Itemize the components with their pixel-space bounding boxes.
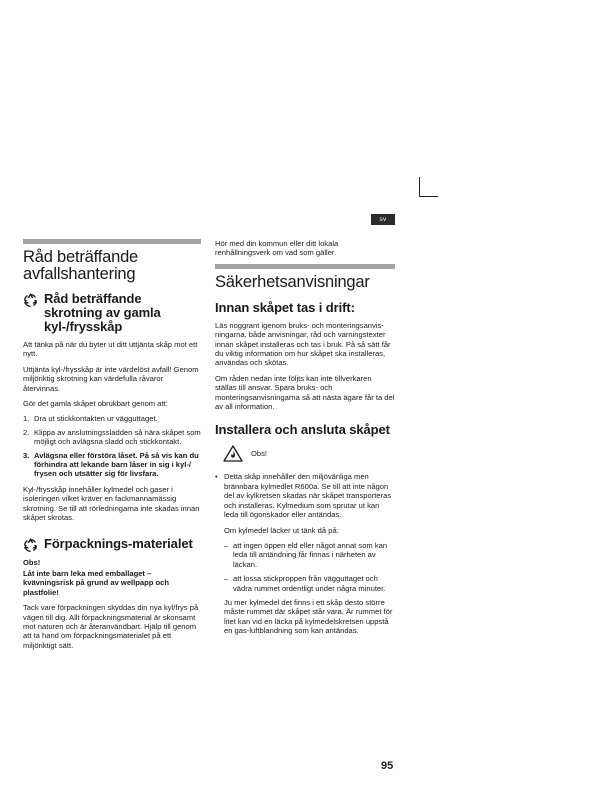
paragraph: Att tänka på när du byter ut ditt uttjänta skåp mot ett nytt.: [23, 340, 198, 359]
paragraph: Läs noggrant igenom bruks- och monteringsanvis- ningarna, både anvisningar, råd och varningstexter innan skåpet installeras och tas i bruk. På så sätt får du viktig information om hur skåpet ska installeras, användas och skötas.: [215, 320, 391, 368]
warning-text: Låt inte barn leka med emballaget – kvävningsrisk på grund av wellpapp och plastfolie!: [23, 568, 170, 597]
crop-mark-horizontal: [419, 196, 438, 197]
dash-item: [224, 574, 395, 593]
obs-label: Obs!: [23, 557, 41, 567]
recycle-icon: [23, 292, 38, 307]
subheading-text: Råd beträffande skrotning av gamla kyl-/frysskåp: [44, 291, 161, 334]
crop-mark-vertical: [419, 177, 420, 196]
subheading-before-use: Innan skåpet tas i drift:: [215, 299, 355, 315]
paragraph: Uttjänta kyl-/frysskåp är inte värdelöst avfall! Genom miljöriktig skrotning kan värdefulla råvaror återvinnas.: [23, 364, 199, 393]
step-text: Avlägsna eller förstöra låset. På så vis kan du förhindra att lekande barn låser in sig i kyl-/ frysen och utsätter sig för livsfara.: [34, 450, 199, 479]
list-item: [23, 451, 201, 479]
left-column: [23, 239, 201, 656]
section-divider-bar: [215, 264, 395, 269]
recycle-icon: [23, 537, 38, 552]
dash-mark: –: [224, 540, 229, 550]
section-heading-disposal: Råd beträffande avfallshantering: [23, 248, 139, 283]
paragraph: Ju mer kylmedel det finns i ett skåp desto större måste rummet där skåpet står vara. Är rummet för litet kan vid en läcka på kylmedelskretsen uppstå en gas-luftblandning som kan antändas.: [224, 597, 393, 636]
paragraph: Om kylmedel läcker ut tänk då på:: [224, 525, 339, 535]
bullet-dot: •: [215, 472, 218, 482]
dash-text: att lossa stickproppen från vägguttaget och vädra rummet ordentligt under några minuter.: [233, 574, 386, 593]
subheading-old-appliance: [23, 292, 201, 334]
subheading-text: Förpacknings-materialet: [44, 535, 193, 551]
step-text: Dra ut stickkontakten ur vägguttaget.: [34, 414, 158, 424]
paragraph: Kyl-/frysskåp innehåller kylmedel och gaser i isoleringen vilket kräver en fackmannamässig skrotning. Se till att rörledningarna inte skadas innan skåpet skrotas.: [23, 484, 200, 523]
page-number: 95: [381, 760, 394, 772]
section-divider-bar: [23, 239, 201, 244]
paragraph: Om råden nedan inte följts kan inte tillverkaren ställas till ansvar. Spara bruks- och monteringsanvisningarna så att nästa ägare får ta del av all information.: [215, 373, 395, 412]
right-column: [215, 239, 395, 642]
paragraph: Tack vare förpackningen skyddas din nya kyl/frys på vägen till dig. Allt förpackningsmaterial är skonsamt mot naturen och är återanvändbart. Hjälp till genom att ta hand om förpackningsmaterialet på ett miljöriktigt sätt.: [23, 603, 199, 650]
paragraph: Gör det gamla skåpet obrukbart genom att:: [23, 399, 168, 409]
warning-label: Obs!: [251, 449, 268, 459]
warning-notice: [223, 445, 395, 462]
step-text: Klippa av anslutningssladden så nära skåpet som möjligt och avlägsna sladd och stickkontakt.: [34, 427, 201, 447]
safety-bullet-list: [215, 472, 395, 519]
subheading-install: Installera och ansluta skåpet: [215, 422, 390, 438]
list-item: [23, 414, 201, 423]
language-badge: sv: [371, 214, 395, 225]
flammable-warning-icon: [223, 445, 243, 462]
step-number: 1.: [23, 414, 30, 424]
list-item: [23, 428, 201, 447]
bullet-text: Detta skåp innehåller den miljövänliga men brännbara kylmedlet R600a. Se till att inte någon del av kylkretsen skadas när skåpet transporteras och installeras. Kylmedium som sprutar ut kan leda till ögonskador eller antändas.: [224, 472, 392, 520]
dash-mark: –: [224, 574, 229, 584]
step-number: 2.: [23, 427, 30, 437]
subheading-packaging: [23, 537, 201, 552]
paragraph: Hör med din kommun eller ditt lokala renhållningsverk om vad som gäller.: [215, 239, 339, 258]
dash-item: [224, 541, 395, 569]
section-heading-safety: Säkerhetsanvisningar: [215, 272, 370, 291]
disposal-steps-list: [23, 414, 201, 478]
list-item: [215, 472, 395, 519]
dash-text: att ingen öppen eld eller något annat som kan leda till antändning får finnas i närheten av läckan.: [233, 540, 388, 569]
step-number: 3.: [23, 450, 30, 460]
